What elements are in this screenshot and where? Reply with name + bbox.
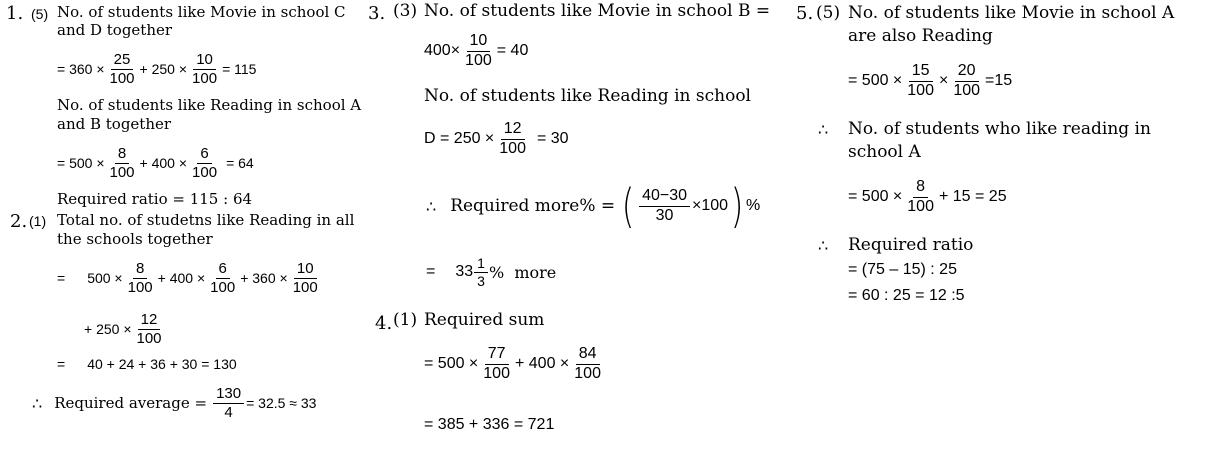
q2-eq1-f2-denominator: 100: [210, 278, 236, 296]
q3-eq2-denominator: 100: [499, 139, 526, 157]
q1-line3: No. of students like Reading in school A: [57, 96, 362, 114]
q3-result-mixed-number: [455, 256, 489, 288]
q3-close-paren: ): [730, 179, 744, 233]
q3-equation-2: [424, 121, 569, 158]
q4-eq1-f1-denominator: 100: [483, 364, 510, 382]
q5-equation-1: [848, 63, 1012, 100]
q2-eq2-part1: + 250 ×: [84, 321, 132, 338]
q5-eq1-f1-denominator: 100: [907, 81, 934, 99]
q3-line2: No. of students like Reading in school: [424, 86, 751, 106]
q2-eq2-f1-numerator: 12: [138, 312, 161, 330]
q5-answer: (5): [816, 3, 841, 23]
q3-eq1-part1: 400×: [424, 42, 461, 60]
q3-more-label: Required more% =: [450, 196, 616, 216]
q4-eq1-part2: + 400 ×: [514, 355, 570, 373]
q1-line1: No. of students like Movie in school C: [57, 3, 346, 21]
q2-eq1-f3-denominator: 100: [292, 278, 318, 296]
q5-eq1-f1-numerator: 15: [909, 63, 933, 82]
q2-average-result: = 32.5 ≈ 33: [246, 395, 317, 412]
q4-eq1-f2-numerator: 84: [576, 346, 600, 365]
q3-eq2-numerator: 12: [501, 121, 525, 140]
q3-more-multiplier: ×100: [692, 197, 729, 214]
q2-eq1-fraction2: [207, 261, 238, 296]
q3-result-fraction: [474, 256, 488, 288]
q4-eq1-fraction2: [571, 346, 604, 383]
q2-therefore-symbol: ∴: [32, 393, 43, 413]
q1-eq2-f2-denominator: 100: [192, 163, 218, 181]
q2-eq1-equals: =: [57, 270, 66, 287]
q3-answer: (3): [393, 1, 418, 21]
q4-eq1-fraction1: [480, 346, 513, 383]
q1-equation-2: [57, 146, 254, 181]
q3-more-fraction: [639, 188, 690, 225]
q1-eq2-part2: + 400 ×: [139, 155, 188, 172]
q5-eq1-part1: = 500 ×: [848, 72, 903, 90]
q3-line1: No. of students like Movie in school B =: [424, 1, 771, 21]
q4-number: 4.: [375, 313, 393, 334]
q3-eq1-denominator: 100: [465, 51, 492, 69]
q5-eq1-f2-numerator: 20: [955, 63, 979, 82]
q5-eq2-numerator: 8: [913, 179, 928, 198]
q1-eq1-fraction1: [107, 52, 138, 87]
q3-more-numerator: 40−30: [639, 188, 690, 207]
q1-line2: and D together: [57, 21, 173, 39]
q2-eq2-fraction1: [134, 312, 165, 347]
q1-eq2-f1-denominator: 100: [109, 163, 135, 181]
q2-eq1-fraction1: [125, 261, 156, 296]
q4-eq1-f2-denominator: 100: [574, 364, 601, 382]
q1-eq2-fraction2: [189, 146, 220, 181]
q3-number: 3.: [368, 3, 386, 24]
q1-eq1-f2-denominator: 100: [192, 69, 218, 87]
q1-number: 1.: [6, 3, 24, 24]
q1-line4: and B together: [57, 115, 172, 133]
q2-answer: (1): [29, 213, 47, 229]
q2-equation-3: [57, 356, 237, 372]
q4-line1: Required sum: [424, 310, 545, 330]
q2-line1: Total no. of studetns like Reading in all: [57, 211, 355, 229]
q5-eq2-part2: + 15 = 25: [938, 188, 1007, 206]
q3-open-paren: (: [621, 179, 635, 233]
q1-eq2-fraction1: [107, 146, 138, 181]
q5-number: 5.: [796, 3, 814, 24]
q3-therefore-symbol: ∴: [426, 196, 437, 216]
q2-equation-2: [84, 312, 167, 347]
q5-ratio-label: Required ratio: [848, 235, 974, 255]
q1-eq2-part1: = 500 ×: [57, 155, 105, 172]
q3-eq1-part2: = 40: [496, 42, 529, 60]
q2-number: 2.: [10, 211, 28, 232]
q4-equation-2: = 385 + 336 = 721: [424, 416, 555, 433]
q2-line2: the schools together: [57, 230, 213, 248]
q1-eq2-f2-numerator: 6: [197, 146, 211, 164]
q5-line2: are also Reading: [848, 26, 993, 46]
q5-eq2-fraction: [904, 179, 937, 216]
q1-eq2-f1-numerator: 8: [115, 146, 129, 164]
q5-ratio-step-1: = (75 – 15) : 25: [848, 261, 957, 278]
q1-eq1-part1: = 360 ×: [57, 61, 105, 78]
q5-therefore-symbol-1: ∴: [818, 120, 829, 139]
q2-eq1-part2: + 400 ×: [157, 270, 206, 287]
q5-eq1-fraction1: [904, 63, 937, 100]
q1-eq1-part2: + 250 ×: [139, 61, 188, 78]
q5-eq2-part1: = 500 ×: [848, 188, 903, 206]
q4-eq1-f1-numerator: 77: [485, 346, 509, 365]
q4-equation-1: [424, 346, 606, 383]
q3-eq2-part1: D = 250 ×: [424, 130, 495, 148]
q1-eq1-f1-numerator: 25: [111, 52, 134, 70]
q5-line1: No. of students like Movie in school A: [848, 3, 1175, 23]
q2-average-denominator: 4: [224, 403, 233, 421]
q2-eq3-part1: 40 + 24 + 36 + 30 = 130: [87, 356, 237, 372]
q3-result-equals: =: [426, 263, 436, 281]
q4-eq1-part1: = 500 ×: [424, 355, 479, 373]
q3-required-more: [426, 179, 761, 233]
q2-average-label: Required average =: [54, 394, 208, 413]
q1-ratio: Required ratio = 115 : 64: [57, 190, 253, 208]
q5-ratio-step-2: = 60 : 25 = 12 :5: [848, 287, 965, 304]
q5-line4: school A: [848, 142, 921, 162]
q1-eq1-f2-numerator: 10: [193, 52, 216, 70]
q3-eq2-part2: = 30: [536, 130, 569, 148]
q1-answer: (5): [31, 6, 49, 22]
q2-eq1-fraction3: [290, 261, 321, 296]
q5-eq1-f2-denominator: 100: [953, 81, 981, 99]
q3-eq1-numerator: 10: [467, 33, 491, 52]
q5-eq1-part3: =15: [985, 72, 1013, 90]
q3-result: [426, 256, 556, 288]
q3-eq1-fraction: [462, 33, 495, 70]
q5-eq1-fraction2: [950, 63, 983, 100]
q5-eq2-denominator: 100: [907, 197, 934, 215]
q2-eq2-f1-denominator: 100: [136, 329, 162, 347]
q3-equation-1: [424, 33, 528, 70]
q1-equation-1: [57, 52, 256, 87]
q1-eq1-fraction2: [189, 52, 220, 87]
q3-more-percent: %: [746, 197, 761, 214]
q5-equation-2: [848, 179, 1007, 216]
q2-eq1-f2-numerator: 6: [216, 261, 230, 279]
q5-therefore-symbol-2: ∴: [818, 236, 829, 255]
q3-result-numerator: 1: [474, 256, 488, 273]
q4-answer: (1): [393, 310, 418, 330]
q2-eq1-part1: 500 ×: [87, 270, 123, 287]
q3-result-denominator: 3: [477, 272, 485, 289]
q2-eq1-f1-denominator: 100: [127, 278, 153, 296]
q2-average-numerator: 130: [213, 386, 244, 404]
q2-eq3-equals: =: [57, 356, 66, 372]
q2-eq1-f3-numerator: 10: [294, 261, 317, 279]
q3-result-whole: 33: [455, 263, 474, 281]
q2-average-fraction: [213, 386, 244, 421]
q1-eq2-part3: = 64: [226, 155, 254, 172]
q3-eq2-fraction: [496, 121, 529, 158]
q2-eq1-part3: + 360 ×: [240, 270, 288, 287]
q3-more-denominator: 30: [655, 206, 674, 224]
q1-eq1-part3: = 115: [222, 61, 257, 78]
q1-eq1-f1-denominator: 100: [109, 69, 135, 87]
q2-eq1-f1-numerator: 8: [133, 261, 147, 279]
q2-equation-1: [57, 261, 323, 296]
q3-result-rest: % more: [488, 262, 557, 282]
q2-average: [32, 386, 316, 421]
q5-line3: No. of students who like reading in: [848, 119, 1151, 139]
q5-eq1-part2: ×: [938, 72, 949, 90]
